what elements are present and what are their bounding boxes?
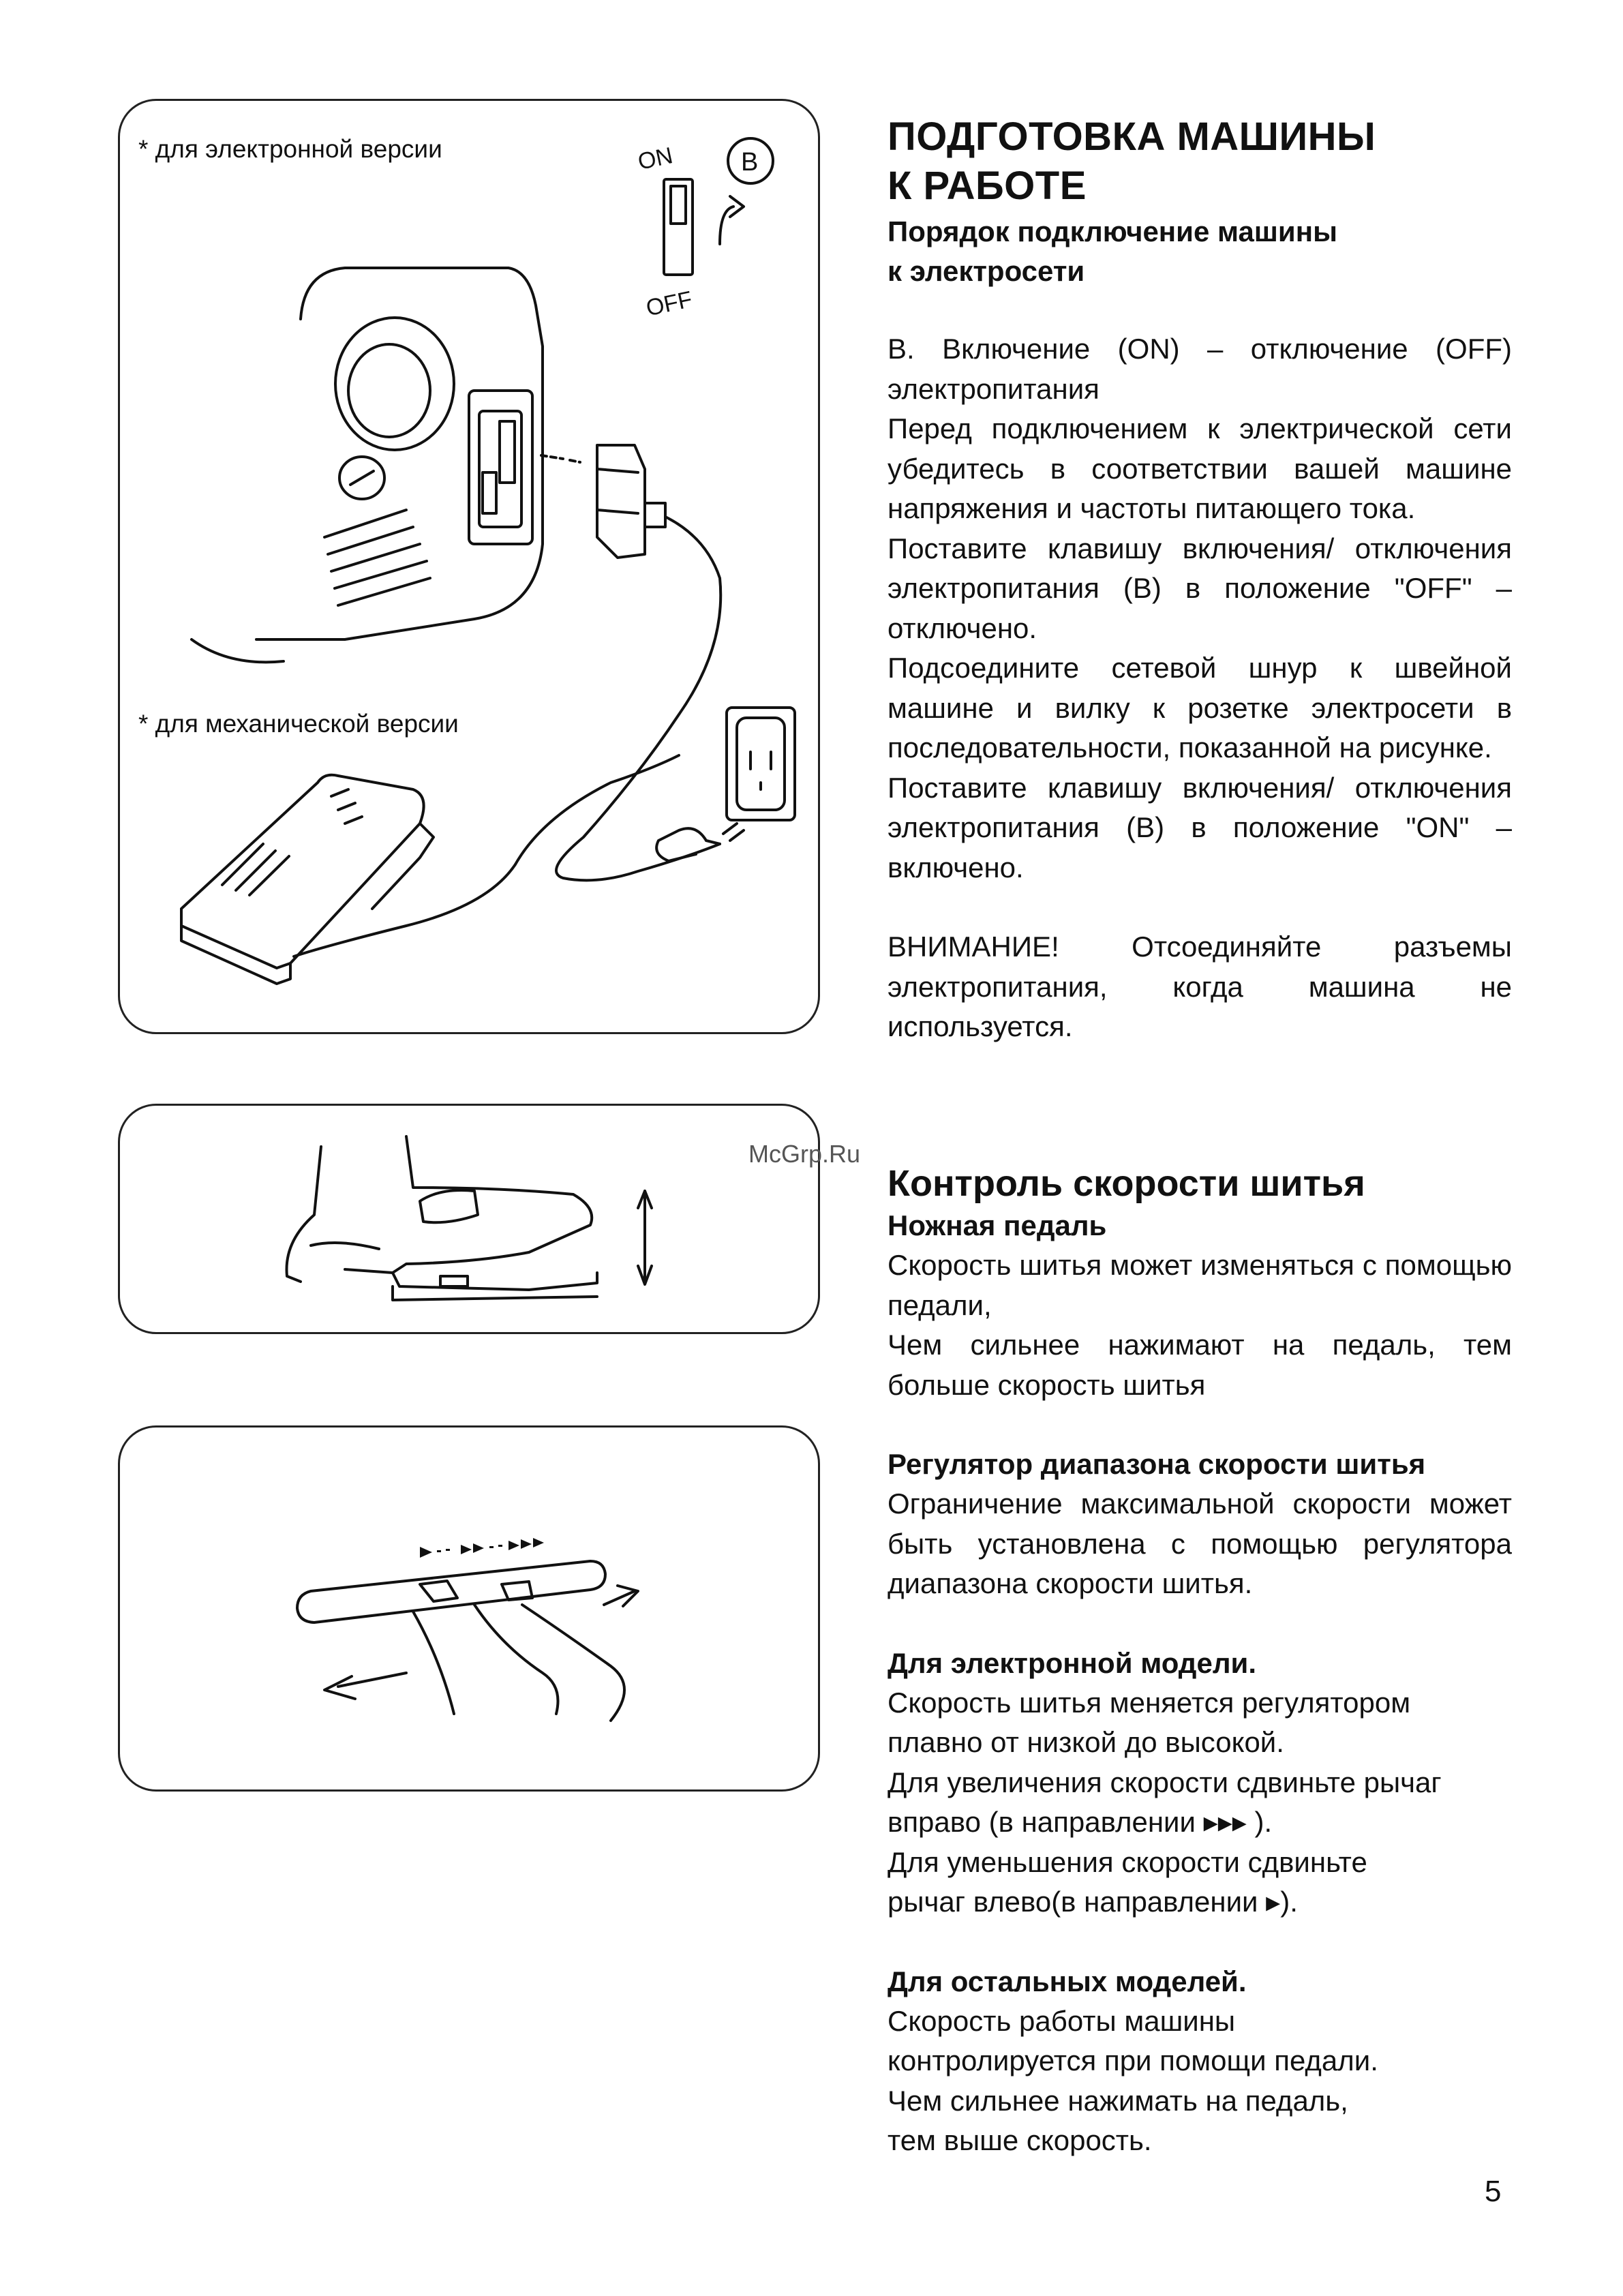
pedal-text-2: Чем сильнее нажимают на педаль, тем больше скорость шитья [888,1329,1512,1401]
speed-control-title: Контроль скорости шитья [888,1163,1365,1204]
figure-speed-slider [118,1425,820,1792]
speed-slider-illustration [120,1428,818,1789]
electronic-line-3: Для увеличения скорости сдвиньте рычаг [888,1766,1442,1798]
note-electronic-version: * для электронной версии [138,135,442,163]
electronic-line-1: Скорость шитья меняется регулятором [888,1686,1411,1719]
electronic-line-4: вправо (в направлении ▸▸▸ ). [888,1806,1273,1838]
watermark: McGrp.Ru [748,1140,861,1168]
paragraph-check-voltage: Перед подключением к электрической сети убедитесь в соответствии вашей машине напряжения и частоты питающего тока. [888,412,1512,524]
figure-foot-pedal [118,1104,820,1334]
figure-power-connection [118,99,820,1034]
other-line-4: тем выше скорость. [888,2124,1152,2156]
note-mechanical-version: * для механической версии [138,710,459,738]
other-line-3: Чем сильнее нажимать на педаль, [888,2084,1348,2117]
pedal-text-1: Скорость шитья может изменяться с помощью педали, [888,1249,1512,1321]
pedal-heading: Ножная педаль [888,1209,1107,1241]
section-title-line2: К РАБОТЕ [888,164,1087,208]
electronic-line-6: рычаг влево(в направлении ▸). [888,1886,1298,1918]
warning-text: ВНИМАНИЕ! Отсоединяйте разъемы электропитания, когда машина не используется. [888,931,1512,1042]
connection-subtitle-line1: Порядок подключение машины [888,215,1337,247]
other-line-2: контролируется при помощи педали. [888,2044,1378,2076]
electronic-model-heading: Для электронной модели. [888,1646,1256,1679]
page-number: 5 [1485,2175,1502,2208]
switch-letter-b: B [741,148,759,177]
switch-off-label: OFF [643,286,695,322]
paragraph-connect-cord: Подсоедините сетевой шнур к швейной машине и вилку к розетке электросети в последовательности, показанной на рисунке. [888,652,1512,764]
regulator-heading: Регулятор диапазона скорости шитья [888,1448,1426,1480]
paragraph-on-off: B. Включение (ON) – отключение (OFF) электропитания [888,333,1512,405]
power-connection-illustration [120,101,818,1032]
electronic-line-2: плавно от низкой до высокой. [888,1726,1284,1758]
paragraph-switch-off: Поставите клавишу включения/ отключения электропитания (B) в положение "OFF" – отключено. [888,532,1512,644]
other-line-1: Скорость работы машины [888,2004,1236,2037]
section-title-line1: ПОДГОТОВКА МАШИНЫ [888,115,1376,159]
switch-on-label: ON [635,142,676,175]
section-speed-control [888,1161,1512,2161]
regulator-text: Ограничение максимальной скорости может быть установлена с помощью регулятора диапазона скорости шитья. [888,1487,1512,1599]
electronic-line-5: Для уменьшения скорости сдвиньте [888,1845,1367,1878]
connection-subtitle-line2: к электросети [888,255,1085,287]
section-preparation [888,112,1512,1047]
paragraph-switch-on: Поставите клавишу включения/ отключения электропитания (B) в положение "ON" – включено. [888,771,1512,883]
foot-pedal-illustration [120,1106,818,1332]
other-models-heading: Для остальных моделей. [888,1965,1247,1997]
